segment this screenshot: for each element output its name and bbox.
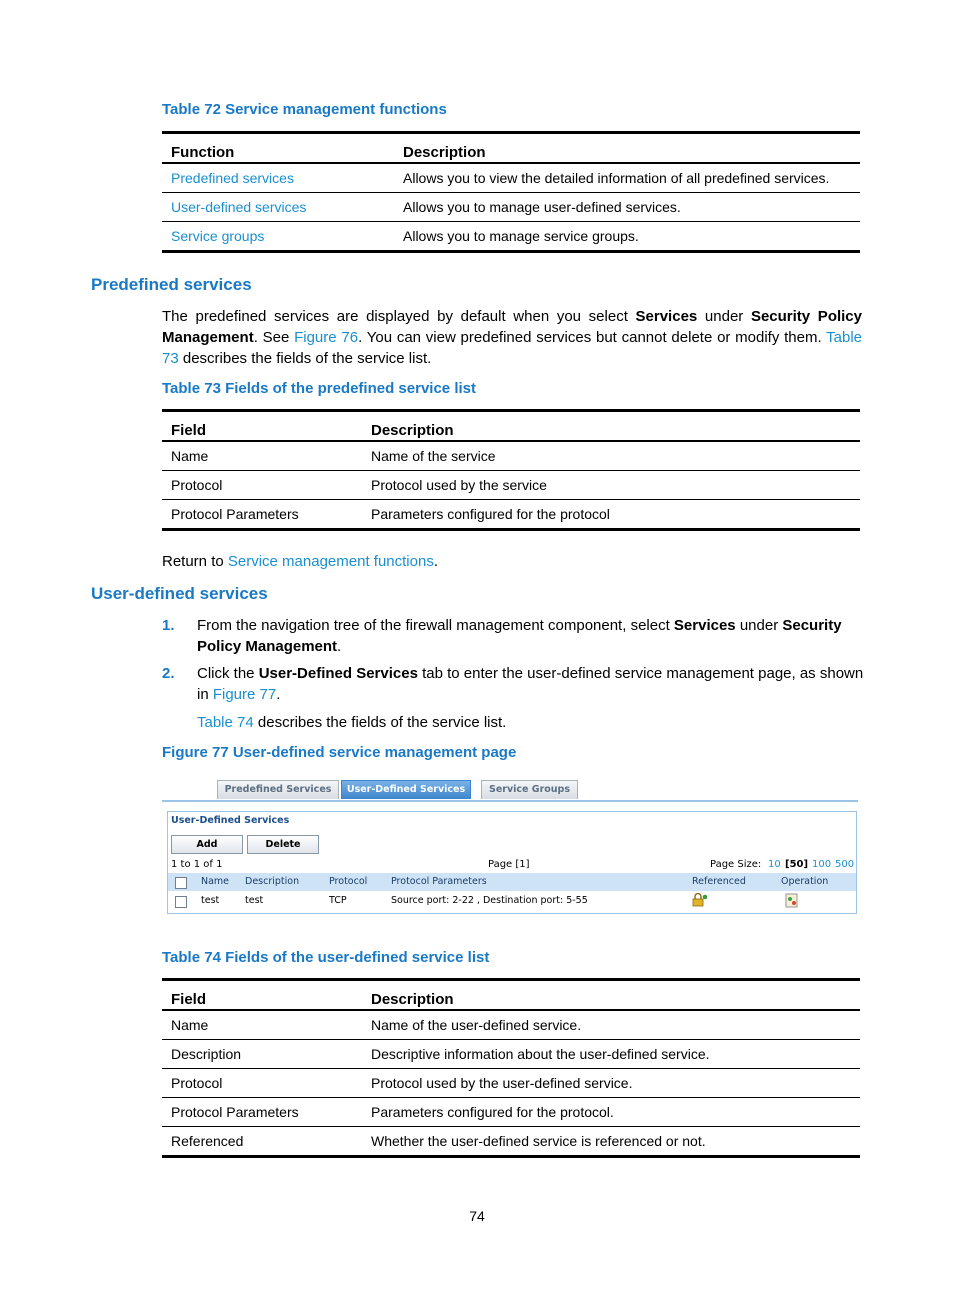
- step-2-text: Click the User-Defined Services tab to enter the user-defined service management page, as shown in Figure 77.: [197, 665, 864, 703]
- column-header[interactable]: Protocol: [329, 876, 368, 887]
- page-size-label: Page Size:: [710, 859, 762, 870]
- row-checkbox[interactable]: [175, 896, 187, 908]
- table-cell: Parameters configured for the protocol: [371, 506, 610, 522]
- service-groups-link[interactable]: Service groups: [171, 228, 265, 244]
- add-button[interactable]: Add: [171, 835, 243, 854]
- table-row: [162, 1040, 860, 1069]
- column-header[interactable]: Description: [245, 876, 300, 887]
- service-protocol: TCP: [329, 895, 347, 906]
- table-cell: Allows you to manage service groups.: [403, 228, 639, 244]
- service-description: test: [245, 895, 264, 906]
- column-header: Description: [362, 411, 860, 442]
- pagination-row: [171, 858, 853, 872]
- table-row: [162, 1127, 860, 1157]
- step-number: 2.: [162, 665, 175, 682]
- list-header-row: [168, 873, 856, 891]
- table-74-note: Table 74 describes the fields of the service list.: [197, 714, 507, 731]
- column-header: Function: [162, 133, 394, 164]
- table-cell: Allows you to view the detailed information of all predefined services.: [394, 163, 860, 193]
- table-74: [162, 978, 860, 1158]
- column-header[interactable]: Name: [201, 876, 230, 887]
- table-73-caption: Table 73 Fields of the predefined service list: [162, 380, 476, 397]
- table-cell: Name: [162, 1010, 362, 1040]
- table-row: [162, 500, 860, 530]
- step-1-text: From the navigation tree of the firewall management component, select Services under Security Policy Management.: [197, 617, 842, 655]
- page-number: 74: [469, 1208, 485, 1224]
- table-cell: Protocol Parameters: [171, 506, 299, 522]
- table-row: [162, 163, 860, 193]
- services-panel: [167, 811, 857, 914]
- table-cell: Name of the user-defined service.: [362, 1010, 860, 1040]
- figure-77-link[interactable]: Figure 77: [212, 686, 277, 703]
- table-row: [168, 892, 856, 912]
- predefined-services-paragraph: The predefined services are displayed by default when you select Services under Security Policy Management. See Figure 76. You can view predefined services but cannot delete or modify them. Table 73 describes the fields of the service list.: [162, 308, 862, 367]
- column-header: Field: [162, 980, 362, 1011]
- table-74-caption: Table 74 Fields of the user-defined service list: [162, 949, 490, 966]
- predefined-services-link[interactable]: Predefined services: [162, 163, 394, 193]
- step-number: 1.: [162, 617, 175, 634]
- tab-user-defined-services[interactable]: User-Defined Services: [341, 780, 471, 799]
- user-defined-service-screenshot: [162, 778, 858, 914]
- select-all-checkbox[interactable]: [175, 877, 187, 889]
- figure-76-link[interactable]: Figure 76: [294, 329, 359, 346]
- table-cell: Protocol used by the service: [362, 471, 860, 500]
- figure-77-caption: Figure 77 User-defined service management page: [162, 744, 517, 761]
- table-row: [162, 471, 860, 500]
- column-header[interactable]: Protocol Parameters: [391, 876, 487, 887]
- section-heading-user-defined-services: User-defined services: [91, 584, 268, 603]
- tab-service-groups[interactable]: Service Groups: [481, 780, 578, 799]
- panel-title: User-Defined Services: [171, 815, 290, 826]
- page-size-500[interactable]: 500: [835, 859, 855, 870]
- operation-edit-icon[interactable]: [785, 893, 799, 915]
- user-defined-services-link[interactable]: User-defined services: [162, 193, 394, 222]
- table-cell: Protocol: [162, 471, 362, 500]
- page-size-10[interactable]: 10: [768, 859, 781, 870]
- table-row: [162, 1098, 860, 1127]
- table-row: [162, 193, 860, 222]
- table-cell: Protocol: [162, 1069, 362, 1098]
- table-cell: Protocol Parameters: [162, 1098, 362, 1127]
- column-header: Referenced: [692, 876, 746, 887]
- service-name: test: [201, 895, 220, 906]
- table-row: [162, 222, 860, 252]
- tab-predefined-services[interactable]: Predefined Services: [217, 780, 339, 799]
- table-row: [162, 441, 860, 471]
- table-cell: Referenced: [171, 1133, 244, 1149]
- table-cell: Name of the service: [362, 441, 860, 471]
- referenced-lock-icon[interactable]: [692, 893, 708, 914]
- table-73-link[interactable]: Table 73: [162, 329, 862, 367]
- table-cell: Protocol used by the user-defined service.: [362, 1069, 860, 1098]
- table-cell: Descriptive information about the user-defined service.: [362, 1040, 860, 1069]
- tab-bar: [162, 778, 858, 802]
- column-header: Operation: [781, 876, 829, 887]
- column-header: Description: [362, 980, 860, 1011]
- range-text: 1 to 1 of 1: [171, 859, 223, 870]
- table-72: [162, 131, 860, 253]
- table-72-caption: Table 72 Service management functions: [162, 101, 447, 118]
- table-73: [162, 409, 860, 531]
- page-size-50: [50]: [785, 859, 809, 870]
- table-cell: Description: [162, 1040, 362, 1069]
- service-parameters: Source port: 2-22 , Destination port: 5-55: [391, 895, 588, 906]
- section-heading-predefined-services: Predefined services: [91, 275, 252, 294]
- column-header: Field: [162, 411, 362, 442]
- table-cell: Name: [162, 441, 362, 471]
- table-74-link[interactable]: Table 74: [197, 714, 254, 731]
- table-cell: Whether the user-defined service is referenced or not.: [371, 1133, 706, 1149]
- delete-button[interactable]: Delete: [247, 835, 319, 854]
- page-indicator: Page [1]: [488, 859, 530, 870]
- table-row: [162, 1069, 860, 1098]
- page-size-100[interactable]: 100: [812, 859, 832, 870]
- table-cell: Allows you to manage user-defined services.: [394, 193, 860, 222]
- table-cell: Parameters configured for the protocol.: [362, 1098, 860, 1127]
- table-row: [162, 1010, 860, 1040]
- return-line: Return to Service management functions.: [162, 553, 438, 570]
- column-header: Description: [394, 133, 860, 164]
- service-management-functions-link[interactable]: Service management functions: [227, 553, 434, 570]
